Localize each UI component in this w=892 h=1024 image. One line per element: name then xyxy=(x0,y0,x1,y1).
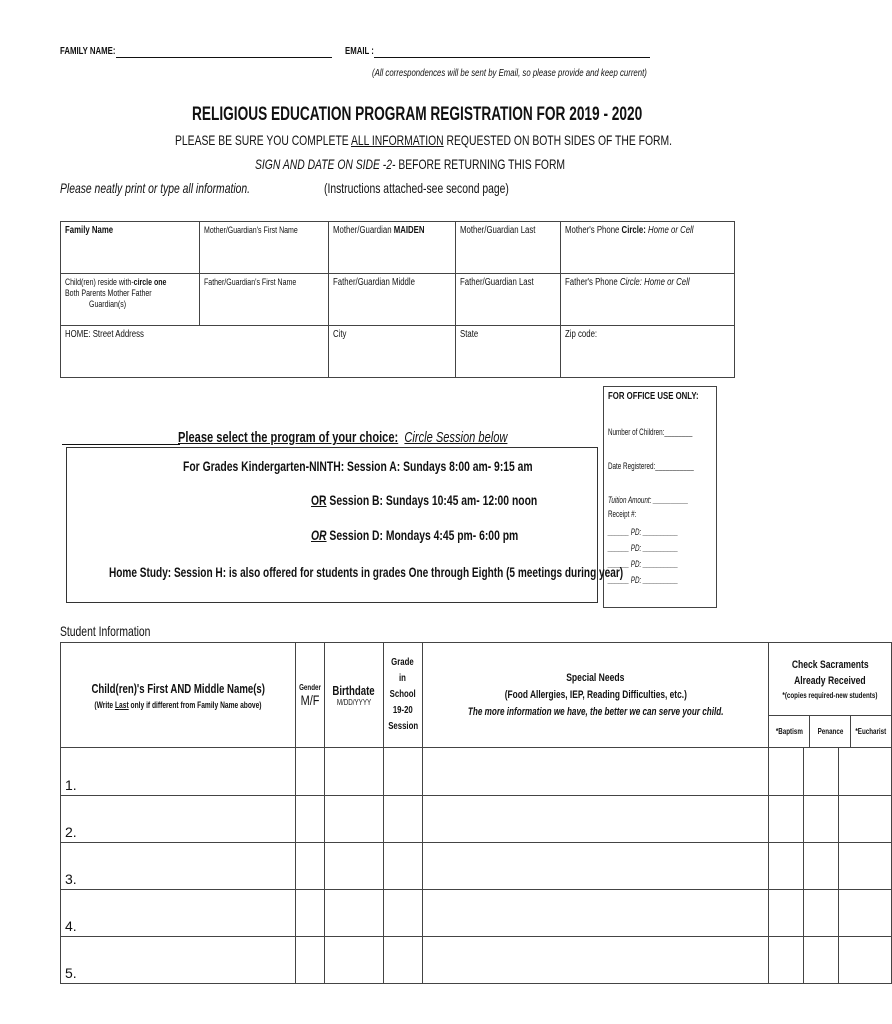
birthdate-cell[interactable] xyxy=(325,843,383,890)
mother-maiden-cell[interactable]: Mother/Guardian MAIDEN xyxy=(329,222,455,274)
gender-cell[interactable] xyxy=(296,890,325,937)
eucharist-cell[interactable] xyxy=(839,748,892,796)
date-registered[interactable]: Date Registered:___________ xyxy=(608,461,694,471)
table-row xyxy=(61,937,892,984)
form-title: RELIGIOUS EDUCATION PROGRAM REGISTRATION FOR 2019 - 2020 xyxy=(192,104,643,125)
tuition-amount[interactable]: Tuition Amount: __________ xyxy=(608,495,689,505)
session-h[interactable]: Home Study: Session H: is also offered for students in grades One through Eighth (5 meetings during year) xyxy=(109,564,624,580)
state-cell[interactable]: State xyxy=(455,326,561,378)
student-name-cell[interactable]: 3. xyxy=(61,843,296,890)
baptism-cell[interactable] xyxy=(769,796,804,843)
baptism-header: *Baptism xyxy=(769,716,810,747)
student-name-cell[interactable]: 5. xyxy=(61,937,296,984)
special-needs-cell[interactable] xyxy=(422,796,768,843)
student-name-cell[interactable]: 1. xyxy=(61,748,296,796)
col-gender-header: Gender M/F xyxy=(296,643,325,748)
receipt-label: Receipt #: xyxy=(608,509,637,519)
zip-cell[interactable]: Zip code: xyxy=(561,326,735,378)
session-a[interactable]: For Grades Kindergarten-NINTH: Session A: Sundays 8:00 am- 9:15 am xyxy=(183,458,533,474)
sign-instruction: SIGN AND DATE ON SIDE -2- BEFORE RETURNING THIS FORM xyxy=(255,156,566,172)
mother-last-cell[interactable]: Mother/Guardian Last xyxy=(455,222,561,274)
instructions-note: (Instructions attached-see second page) xyxy=(324,180,509,196)
penance-cell[interactable] xyxy=(804,890,839,937)
eucharist-cell[interactable] xyxy=(839,843,892,890)
session-d[interactable]: OR Session D: Mondays 4:45 pm- 6:00 pm xyxy=(311,527,519,543)
birthdate-cell[interactable] xyxy=(325,890,383,937)
family-name-field[interactable] xyxy=(116,57,332,58)
session-b[interactable]: OR Session B: Sundays 10:45 am- 12:00 noon xyxy=(311,492,538,508)
pd-row[interactable]: ______ PD: __________ xyxy=(608,527,679,537)
special-needs-cell[interactable] xyxy=(422,890,768,937)
grade-cell[interactable] xyxy=(383,890,422,937)
gender-cell[interactable] xyxy=(296,843,325,890)
email-note: (All correspondences will be sent by Email, so please provide and keep current) xyxy=(372,68,647,79)
penance-header: Penance xyxy=(810,716,851,747)
table-row xyxy=(61,890,892,937)
grade-cell[interactable] xyxy=(383,843,422,890)
mother-first-cell[interactable]: Mother/Guardian's First Name xyxy=(200,222,329,274)
child-resides-cell[interactable]: Child(ren) reside with-circle one Both Parents Mother Father Guardian(s) xyxy=(61,274,200,326)
table-row xyxy=(61,796,892,843)
grade-cell[interactable] xyxy=(383,796,422,843)
complete-instruction: PLEASE BE SURE YOU COMPLETE ALL INFORMATION REQUESTED ON BOTH SIDES OF THE FORM. xyxy=(175,132,672,148)
special-needs-cell[interactable] xyxy=(422,937,768,984)
baptism-cell[interactable] xyxy=(769,937,804,984)
gender-cell[interactable] xyxy=(296,748,325,796)
family-name-label: FAMILY NAME: xyxy=(60,46,116,57)
program-heading: Please select the program of your choice: Circle Session below xyxy=(178,429,508,446)
mother-phone-cell[interactable]: Mother's Phone Circle: Home or Cell xyxy=(561,222,735,274)
eucharist-header: *Eucharist xyxy=(855,727,887,736)
gender-cell[interactable] xyxy=(296,937,325,984)
pd-row[interactable]: ______ PD: __________ xyxy=(608,543,679,553)
birthdate-cell[interactable] xyxy=(325,748,383,796)
father-middle-cell[interactable]: Father/Guardian Middle xyxy=(329,274,455,326)
penance-cell[interactable] xyxy=(804,843,839,890)
eucharist-cell[interactable] xyxy=(839,937,892,984)
family-name-cell[interactable]: Family Name xyxy=(61,222,200,274)
city-cell[interactable]: City xyxy=(329,326,455,378)
special-needs-cell[interactable] xyxy=(422,748,768,796)
gender-cell[interactable] xyxy=(296,796,325,843)
birthdate-cell[interactable] xyxy=(325,937,383,984)
student-name-cell[interactable]: 4. xyxy=(61,890,296,937)
baptism-cell[interactable] xyxy=(769,890,804,937)
penance-cell[interactable] xyxy=(804,748,839,796)
col-sacraments-header: Check Sacraments Already Received *(copies required-new students) *Baptism Penance *Eucharist xyxy=(769,643,892,748)
grade-cell[interactable] xyxy=(383,937,422,984)
col-birthdate-header: Birthdate M/DD/YYYY xyxy=(325,643,383,748)
penance-cell[interactable] xyxy=(804,937,839,984)
table-row xyxy=(61,843,892,890)
office-use-title: FOR OFFICE USE ONLY: xyxy=(608,391,699,402)
col-name-header: Child(ren)'s First AND Middle Name(s) (Write Last only if different from Family Name above) xyxy=(61,643,296,748)
print-note: Please neatly print or type all information. xyxy=(60,180,251,196)
number-of-children[interactable]: Number of Children:________ xyxy=(608,427,693,437)
special-needs-cell[interactable] xyxy=(422,843,768,890)
col-special-needs-header: Special Needs (Food Allergies, IEP, Reading Difficulties, etc.) The more information we have, the better we can serve your child. xyxy=(422,643,768,748)
baptism-cell[interactable] xyxy=(769,843,804,890)
eucharist-cell[interactable] xyxy=(839,796,892,843)
col-grade-header: Grade in School 19-20 Session xyxy=(383,643,422,748)
email-field[interactable] xyxy=(374,57,650,58)
birthdate-cell[interactable] xyxy=(325,796,383,843)
father-phone-cell[interactable]: Father's Phone Circle: Home or Cell xyxy=(561,274,735,326)
heading-rule xyxy=(62,444,180,445)
family-info-table xyxy=(60,221,735,378)
pd-row[interactable]: ______ PD: __________ xyxy=(608,575,679,585)
baptism-cell[interactable] xyxy=(769,748,804,796)
student-name-cell[interactable]: 2. xyxy=(61,796,296,843)
grade-cell[interactable] xyxy=(383,748,422,796)
student-table xyxy=(60,642,892,984)
penance-cell[interactable] xyxy=(804,796,839,843)
street-address-cell[interactable]: HOME: Street Address xyxy=(61,326,329,378)
father-last-cell[interactable]: Father/Guardian Last xyxy=(455,274,561,326)
father-first-cell[interactable]: Father/Guardian's First Name xyxy=(200,274,329,326)
student-info-label: Student Information xyxy=(60,623,151,639)
eucharist-cell[interactable] xyxy=(839,890,892,937)
pd-row[interactable]: ______ PD: __________ xyxy=(608,559,679,569)
email-label: EMAIL : xyxy=(345,46,374,57)
table-row xyxy=(61,748,892,796)
